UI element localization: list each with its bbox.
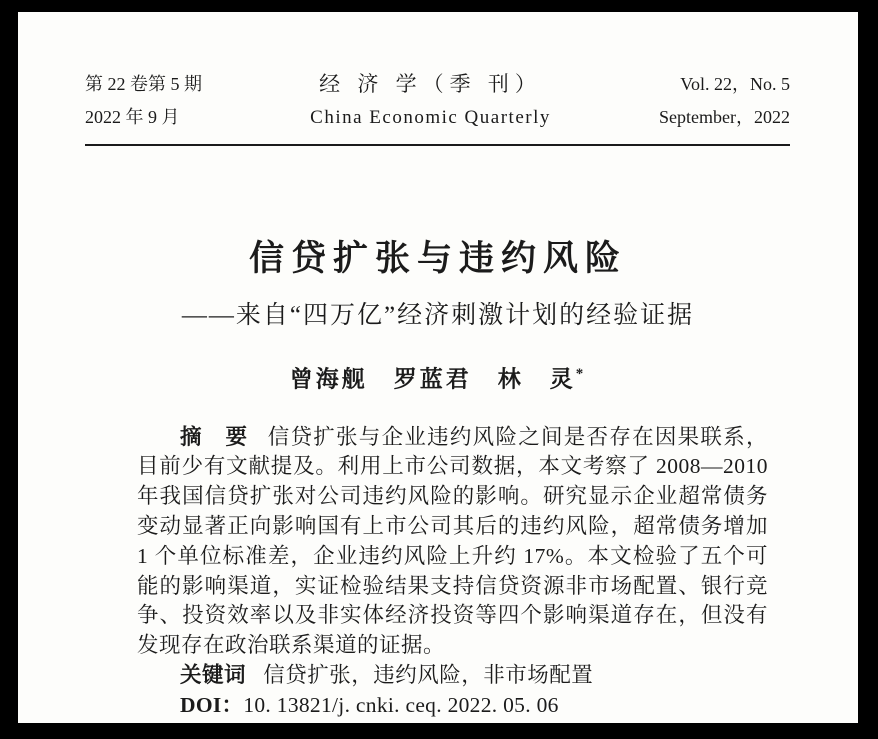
journal-name-block <box>310 68 551 134</box>
journal-name-en: China Economic Quarterly <box>310 107 551 128</box>
article-title: 信贷扩张与违约风险 <box>248 239 627 278</box>
abstract-text: 信贷扩张与企业违约风险之间是否存在因果联系，目前少有文献提及。利用上市公司数据，本文考察了 2008—2010 年我国信贷扩张对公司违约风险的影响。研究显示企业超常债务变动显著正向影响国有上市公司其后的违约风险，超常债务增加 1 个单位标准差，企业违约风险上升约 17%。本文检验了五个可能的影响渠道，实证检验结果支持信贷资源非市场配置、银行竞争、投资效率以及非实体经济投资等四个影响渠道存在，但没有发现存在政治联系渠道的证据。 <box>137 424 768 658</box>
journal-name-cn: 经 济 学（季 刊） <box>319 72 542 96</box>
header-divider-rule <box>85 144 790 146</box>
volume-issue-cn: 第 22 卷第 5 期 <box>85 74 202 94</box>
keywords-text: 信贷扩张，违约风险，非市场配置 <box>263 663 594 688</box>
keywords-label: 关键词 <box>180 663 247 688</box>
doi-value: 10. 13821/j. cnki. ceq. 2022. 05. 06 <box>243 692 559 717</box>
doi-label: DOI： <box>180 692 244 717</box>
article-subtitle: ——来自“四万亿”经济刺激计划的经验证据 <box>181 302 695 329</box>
journal-issue-block-en <box>659 68 790 134</box>
author-note-marker: * <box>575 366 587 382</box>
journal-header <box>85 68 790 134</box>
journal-issue-block-cn <box>85 68 202 134</box>
abstract-block <box>137 423 768 721</box>
date-cn: 2022 年 9 月 <box>85 107 180 127</box>
scanned-page <box>18 12 858 723</box>
abstract-paragraph <box>137 423 768 661</box>
keywords-line <box>137 661 768 691</box>
authors-line <box>18 361 858 393</box>
author-names: 曾海舰 罗蓝君 林 灵 <box>289 366 576 392</box>
volume-issue-en: Vol. 22，No. 5 <box>680 74 790 94</box>
date-en: September，2022 <box>659 107 790 127</box>
abstract-label: 摘 要 <box>180 424 249 449</box>
doi-line <box>137 691 768 721</box>
